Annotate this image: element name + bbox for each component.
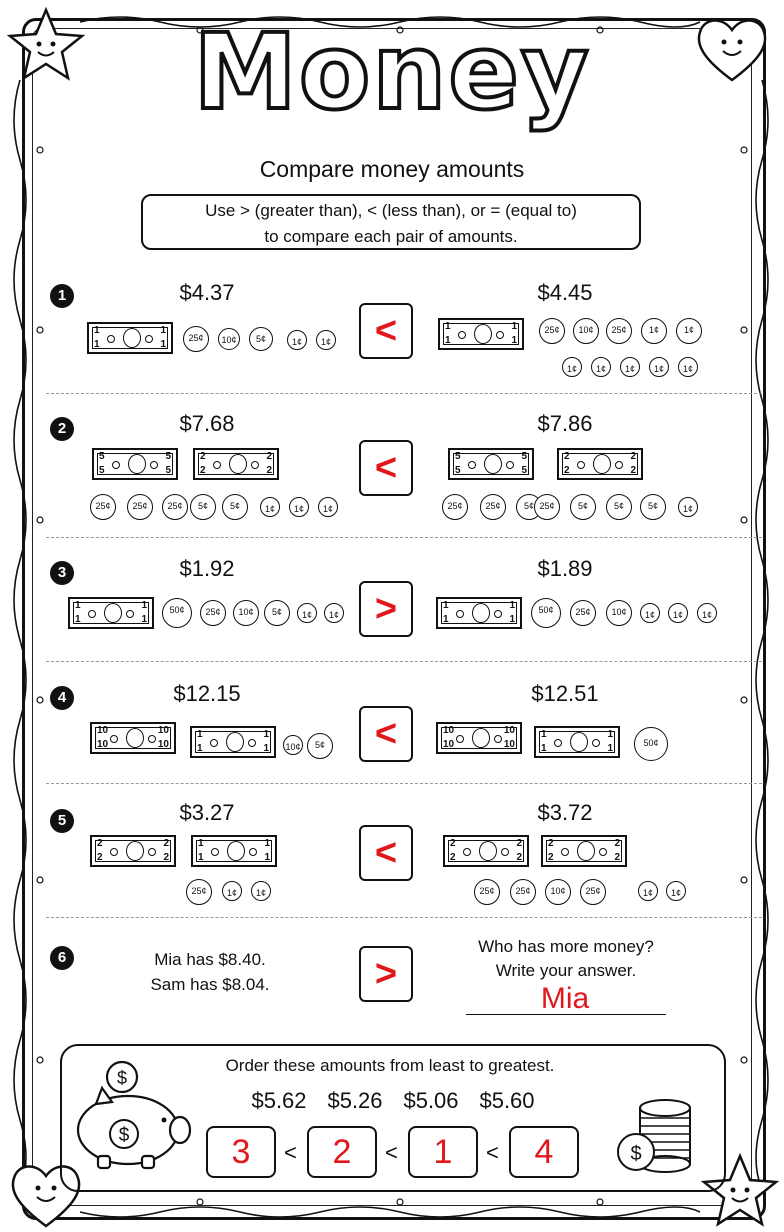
- answer-box[interactable]: >: [359, 946, 413, 1002]
- order-answer-box[interactable]: 2: [307, 1126, 377, 1178]
- right-amount: $4.45: [537, 280, 593, 305]
- quarter-coin: 25¢: [534, 494, 560, 520]
- left-amount: $1.92: [179, 556, 235, 581]
- left-amount: $4.37: [179, 280, 235, 305]
- dime-coin: 10¢: [606, 600, 632, 626]
- right-amount: $1.89: [537, 556, 593, 581]
- penny-coin: 1¢: [668, 603, 688, 623]
- row-divider: [46, 537, 762, 538]
- one-dollar-bill: 1 1 1 1: [190, 726, 276, 758]
- penny-coin: 1¢: [289, 497, 309, 517]
- quarter-coin: 25¢: [606, 318, 632, 344]
- penny-coin: 1¢: [222, 881, 242, 901]
- dime-coin: 10¢: [218, 328, 240, 350]
- quarter-coin: 25¢: [442, 494, 468, 520]
- less-than-sign: <: [284, 1140, 297, 1165]
- one-dollar-bill: 1 1 1 1: [191, 835, 277, 867]
- right-amount: $3.72: [537, 800, 593, 825]
- nickel-coin: 5¢: [516, 494, 542, 520]
- order-answer-box[interactable]: 4: [509, 1126, 579, 1178]
- penny-coin: 1¢: [316, 330, 336, 350]
- page-title: Money: [193, 11, 591, 133]
- penny-coin: 1¢: [251, 881, 271, 901]
- one-dollar-bill: 1 1 1 1: [68, 597, 154, 629]
- two-dollar-bill: 2 2 2 2: [443, 835, 529, 867]
- penny-coin: 1¢: [260, 497, 280, 517]
- written-answer[interactable]: Mia: [540, 982, 590, 1015]
- penny-coin: 1¢: [641, 318, 667, 344]
- ordering-amount: $5.60: [479, 1088, 535, 1113]
- answer-box[interactable]: <: [359, 440, 413, 496]
- two-dollar-bill: 2 2 2 2: [193, 448, 279, 480]
- penny-coin: 1¢: [591, 357, 611, 377]
- less-than-sign: <: [385, 1140, 398, 1165]
- penny-coin: 1¢: [297, 603, 317, 623]
- left-amount: $12.15: [173, 681, 241, 706]
- instructions-box: [141, 194, 641, 250]
- quarter-coin: 25¢: [474, 879, 500, 905]
- nickel-coin: 5¢: [570, 494, 596, 520]
- instructions-line: Use > (greater than), < (less than), or = (equal to): [205, 201, 577, 220]
- quarter-coin: 25¢: [539, 318, 565, 344]
- nickel-coin: 5¢: [249, 327, 273, 351]
- svg-text:$: $: [630, 1143, 642, 1165]
- quarter-coin: 25¢: [183, 326, 209, 352]
- penny-coin: 1¢: [324, 603, 344, 623]
- nickel-coin: 5¢: [190, 494, 216, 520]
- quarter-coin: 25¢: [127, 494, 153, 520]
- five-dollar-bill: 5 5 5 5: [448, 448, 534, 480]
- half-dollar-coin: 50¢: [634, 727, 668, 761]
- right-amount: $12.51: [531, 681, 599, 706]
- svg-text:$: $: [116, 1068, 128, 1088]
- nickel-coin: 5¢: [222, 494, 248, 520]
- penny-coin: 1¢: [620, 357, 640, 377]
- ten-dollar-bill: 10 10 10 10: [90, 722, 176, 754]
- row-divider: [46, 917, 762, 918]
- quarter-coin: 25¢: [186, 879, 212, 905]
- nickel-coin: 5¢: [606, 494, 632, 520]
- ordering-amount: $5.06: [403, 1088, 459, 1113]
- ordering-amount: $5.62: [251, 1088, 307, 1113]
- row-divider: [46, 661, 762, 662]
- penny-coin: 1¢: [678, 497, 698, 517]
- penny-coin: 1¢: [638, 881, 658, 901]
- one-dollar-bill: 1 1 1 1: [534, 726, 620, 758]
- penny-coin: 1¢: [562, 357, 582, 377]
- problem-number: 5: [50, 809, 74, 833]
- nickel-coin: 5¢: [307, 733, 333, 759]
- answer-box[interactable]: <: [359, 303, 413, 359]
- instructions-line: to compare each pair of amounts.: [264, 227, 518, 246]
- statement-line: Mia has $8.40.: [154, 950, 266, 969]
- penny-coin: 1¢: [318, 497, 338, 517]
- quarter-coin: 25¢: [480, 494, 506, 520]
- quarter-coin: 25¢: [90, 494, 116, 520]
- two-dollar-bill: 2 2 2 2: [541, 835, 627, 867]
- left-amount: $3.27: [179, 800, 235, 825]
- right-amount: $7.86: [537, 411, 593, 436]
- five-dollar-bill: 5 5 5 5: [92, 448, 178, 480]
- question-line: Who has more money?: [478, 937, 654, 956]
- ten-dollar-bill: 10 10 10 10: [436, 722, 522, 754]
- two-dollar-bill: 2 2 2 2: [557, 448, 643, 480]
- penny-coin: 1¢: [649, 357, 669, 377]
- piggy-bank-icon: [68, 1058, 198, 1172]
- answer-box[interactable]: <: [359, 706, 413, 762]
- row-divider: [46, 783, 762, 784]
- row-divider: [46, 393, 762, 394]
- left-amount: $7.68: [179, 411, 235, 436]
- quarter-coin: 25¢: [200, 600, 226, 626]
- answer-box[interactable]: <: [359, 825, 413, 881]
- quarter-coin: 25¢: [570, 600, 596, 626]
- answer-box[interactable]: >: [359, 581, 413, 637]
- dime-coin: 10¢: [545, 879, 571, 905]
- problem-number: 4: [50, 686, 74, 710]
- ordering-instruction: Order these amounts from least to greatest.: [225, 1056, 555, 1075]
- statement-line: Sam has $8.04.: [150, 975, 270, 994]
- penny-coin: 1¢: [676, 318, 702, 344]
- problem-number: 1: [50, 284, 74, 308]
- dime-coin: 10¢: [233, 600, 259, 626]
- problem-number: 2: [50, 417, 74, 441]
- penny-coin: 1¢: [666, 881, 686, 901]
- half-dollar-coin: 50¢: [531, 598, 561, 628]
- half-dollar-coin: 50¢: [162, 598, 192, 628]
- penny-coin: 1¢: [697, 603, 717, 623]
- svg-text:$: $: [118, 1125, 130, 1146]
- quarter-coin: 25¢: [580, 879, 606, 905]
- quarter-coin: 25¢: [162, 494, 188, 520]
- dime-coin: 10¢: [283, 735, 303, 755]
- order-answer-box[interactable]: 1: [408, 1126, 478, 1178]
- less-than-sign: <: [486, 1140, 499, 1165]
- penny-coin: 1¢: [640, 603, 660, 623]
- nickel-coin: 5¢: [640, 494, 666, 520]
- problem-number: 6: [50, 946, 74, 970]
- order-answer-box[interactable]: 3: [206, 1126, 276, 1178]
- quarter-coin: 25¢: [510, 879, 536, 905]
- two-dollar-bill: 2 2 2 2: [90, 835, 176, 867]
- one-dollar-bill: 1 1 1 1: [436, 597, 522, 629]
- dime-coin: 10¢: [573, 318, 599, 344]
- answer-line: [466, 1014, 666, 1015]
- one-dollar-bill: 1 1 1 1: [438, 318, 524, 350]
- coin-stack-icon: [612, 1086, 696, 1176]
- one-dollar-bill: 1 1 1 1: [87, 322, 173, 354]
- page-subtitle: Compare money amounts: [259, 156, 525, 182]
- ordering-amount: $5.26: [327, 1088, 383, 1113]
- nickel-coin: 5¢: [264, 600, 290, 626]
- penny-coin: 1¢: [287, 330, 307, 350]
- penny-coin: 1¢: [678, 357, 698, 377]
- problem-number: 3: [50, 561, 74, 585]
- question-line: Write your answer.: [495, 961, 637, 980]
